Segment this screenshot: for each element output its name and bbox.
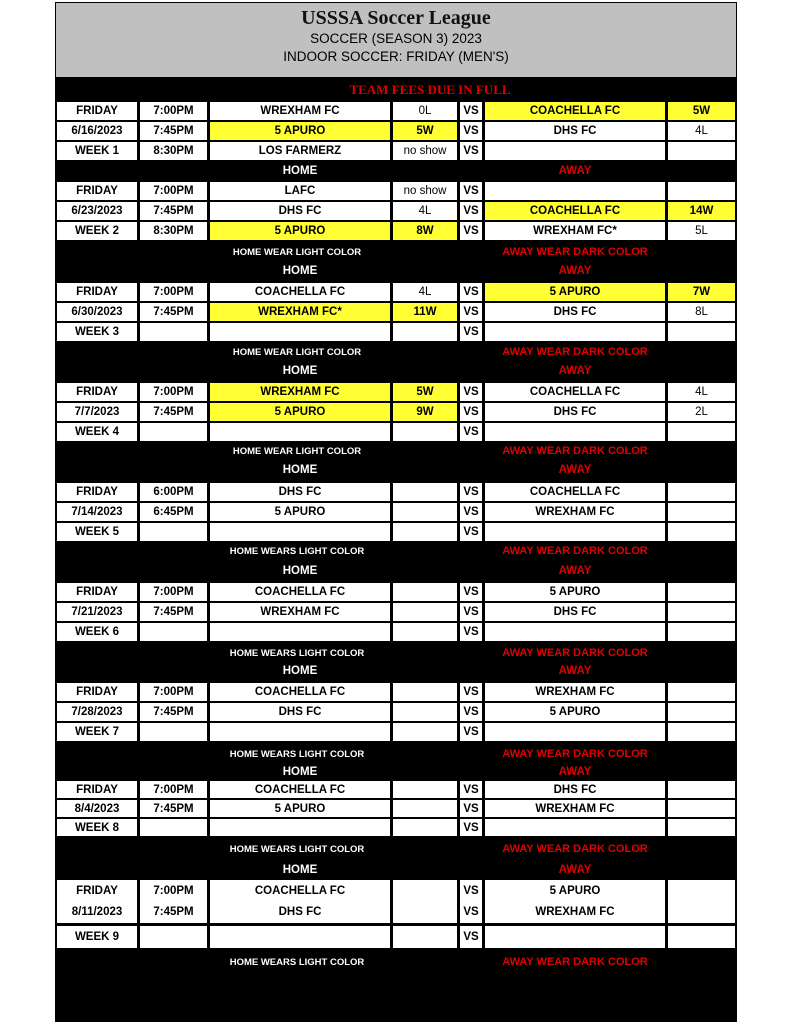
away-score-cell [668,623,735,641]
away-team-cell: COACHELLA FC [485,202,665,220]
away-score-cell [668,703,735,721]
away-score-cell: 5L [668,222,735,240]
day-cell: WEEK 5 [57,523,137,541]
time-cell: 7:45PM [140,403,207,421]
away-wear-note: AWAY WEAR DARK COLOR [502,445,648,457]
away-score-cell [668,819,735,836]
day-cell: WEEK 9 [57,926,137,948]
day-cell: WEEK 3 [57,323,137,341]
away-score-cell [668,323,735,341]
home-wear-note: HOME WEAR LIGHT COLOR [232,445,362,457]
home-score-cell [393,503,457,521]
vs-cell: VS [460,583,482,601]
time-cell: 7:00PM [140,683,207,701]
time-cell: 7:00PM [140,283,207,301]
away-team-cell: 5 APURO [485,703,665,721]
time-cell: 7:00PM [140,583,207,601]
away-wear-note: AWAY WEAR DARK COLOR [502,346,648,358]
day-cell: FRIDAY [57,483,137,501]
home-score-cell: 5W [393,383,457,401]
away-team-cell: COACHELLA FC [485,102,665,120]
home-team-cell [210,926,390,948]
away-score-cell: 5W [668,102,735,120]
home-score-cell [393,583,457,601]
home-team-cell: LAFC [210,182,390,200]
away-column-label: AWAY [558,365,592,377]
home-team-cell: LOS FARMERZ [210,142,390,160]
away-score-cell [668,683,735,701]
home-wear-note: HOME WEAR LIGHT COLOR [232,246,362,258]
home-column-label: HOME [282,265,318,277]
day-cell: FRIDAY [57,583,137,601]
away-team-cell: DHS FC [485,303,665,321]
home-score-cell [393,781,457,798]
day-cell: FRIDAY [57,102,137,120]
day-cell: FRIDAY [57,283,137,301]
home-score-cell: 4L [393,202,457,220]
away-team-cell: WREXHAM FC [485,503,665,521]
home-team-cell [210,819,390,836]
home-team-cell: 5 APURO [210,222,390,240]
home-team-cell: 5 APURO [210,122,390,140]
away-column-label: AWAY [558,265,592,277]
time-cell: 8:30PM [140,142,207,160]
away-score-cell [668,723,735,741]
vs-cell: VS [460,102,482,120]
day-cell: FRIDAY [57,383,137,401]
home-team-cell [210,323,390,341]
away-team-cell [485,623,665,641]
home-score-cell [393,901,457,923]
away-column-label: AWAY [558,766,592,778]
league-title: USSSA Soccer League [301,7,491,29]
home-team-cell: DHS FC [210,483,390,501]
time-cell: 7:45PM [140,901,207,923]
away-column-label: AWAY [558,464,592,476]
day-cell: WEEK 4 [57,423,137,441]
away-team-cell: WREXHAM FC* [485,222,665,240]
away-team-cell [485,423,665,441]
time-cell: 7:45PM [140,303,207,321]
away-team-cell: COACHELLA FC [485,483,665,501]
footer-away-wear-note: AWAY WEAR DARK COLOR [502,956,648,968]
home-team-cell [210,723,390,741]
home-score-cell [393,880,457,902]
home-team-cell: COACHELLA FC [210,880,390,902]
vs-cell: VS [460,303,482,321]
away-team-cell: 5 APURO [485,283,665,301]
away-wear-note: AWAY WEAR DARK COLOR [502,748,648,760]
home-team-cell: WREXHAM FC [210,383,390,401]
vs-cell: VS [460,423,482,441]
away-score-cell: 2L [668,403,735,421]
time-cell: 7:00PM [140,182,207,200]
away-score-cell [668,423,735,441]
day-cell: 8/4/2023 [57,800,137,817]
vs-cell: VS [460,603,482,621]
away-score-cell [668,182,735,200]
vs-cell: VS [460,182,482,200]
home-score-cell: 9W [393,403,457,421]
fees-notice: TEAM FEES DUE IN FULL [349,82,511,97]
home-column-label: HOME [282,464,318,476]
away-score-cell [668,603,735,621]
home-score-cell: 5W [393,122,457,140]
home-score-cell: no show [393,142,457,160]
time-cell: 7:45PM [140,800,207,817]
vs-cell: VS [460,901,482,923]
division-label: INDOOR SOCCER: FRIDAY (MEN'S) [283,49,509,64]
away-column-label: AWAY [558,864,592,876]
home-wear-note: HOME WEARS LIGHT COLOR [229,748,365,760]
home-score-cell: 11W [393,303,457,321]
home-team-cell: WREXHAM FC* [210,303,390,321]
home-column-label: HOME [282,766,318,778]
home-column-label: HOME [282,165,318,177]
time-cell [140,623,207,641]
day-cell: 6/23/2023 [57,202,137,220]
away-team-cell: DHS FC [485,781,665,798]
time-cell [140,323,207,341]
away-column-label: AWAY [558,665,592,677]
time-cell: 7:45PM [140,122,207,140]
away-column-label: AWAY [558,565,592,577]
vs-cell: VS [460,122,482,140]
day-cell: FRIDAY [57,683,137,701]
home-team-cell: 5 APURO [210,800,390,817]
away-score-cell: 8L [668,303,735,321]
day-cell: FRIDAY [57,781,137,798]
home-score-cell [393,926,457,948]
time-cell [140,523,207,541]
vs-cell: VS [460,800,482,817]
home-score-cell: 4L [393,283,457,301]
away-score-cell: 7W [668,283,735,301]
away-team-cell [485,323,665,341]
day-cell: WEEK 6 [57,623,137,641]
time-cell: 8:30PM [140,222,207,240]
away-team-cell [485,142,665,160]
vs-cell: VS [460,142,482,160]
away-wear-note: AWAY WEAR DARK COLOR [502,246,648,258]
vs-cell: VS [460,403,482,421]
day-cell: 6/16/2023 [57,122,137,140]
home-score-cell [393,483,457,501]
day-cell: 7/28/2023 [57,703,137,721]
home-team-cell: DHS FC [210,901,390,923]
home-column-label: HOME [282,365,318,377]
vs-cell: VS [460,703,482,721]
away-team-cell: DHS FC [485,603,665,621]
home-team-cell [210,623,390,641]
away-score-cell [668,901,735,923]
day-cell: WEEK 2 [57,222,137,240]
home-wear-note: HOME WEARS LIGHT COLOR [229,843,365,855]
home-score-cell [393,819,457,836]
home-score-cell: 8W [393,222,457,240]
home-score-cell [393,603,457,621]
away-team-cell: 5 APURO [485,583,665,601]
time-cell: 7:00PM [140,383,207,401]
time-cell: 7:00PM [140,781,207,798]
home-team-cell: COACHELLA FC [210,283,390,301]
home-score-cell [393,703,457,721]
vs-cell: VS [460,323,482,341]
home-column-label: HOME [282,565,318,577]
away-team-cell: COACHELLA FC [485,383,665,401]
away-score-cell [668,926,735,948]
home-wear-note: HOME WEARS LIGHT COLOR [229,545,365,557]
vs-cell: VS [460,202,482,220]
away-score-cell: 14W [668,202,735,220]
home-wear-note: HOME WEARS LIGHT COLOR [229,647,365,659]
day-cell: WEEK 7 [57,723,137,741]
away-team-cell [485,523,665,541]
day-cell: FRIDAY [57,880,137,902]
away-wear-note: AWAY WEAR DARK COLOR [502,647,648,659]
time-cell [140,819,207,836]
vs-cell: VS [460,283,482,301]
home-team-cell: 5 APURO [210,503,390,521]
day-cell: 6/30/2023 [57,303,137,321]
time-cell: 7:00PM [140,880,207,902]
time-cell: 7:45PM [140,202,207,220]
home-score-cell [393,800,457,817]
vs-cell: VS [460,222,482,240]
time-cell [140,926,207,948]
vs-cell: VS [460,819,482,836]
vs-cell: VS [460,880,482,902]
home-team-cell: DHS FC [210,703,390,721]
season-subtitle: SOCCER (SEASON 3) 2023 [310,31,482,46]
away-score-cell [668,781,735,798]
home-team-cell: WREXHAM FC [210,603,390,621]
time-cell [140,723,207,741]
time-cell: 6:00PM [140,483,207,501]
day-cell: 7/7/2023 [57,403,137,421]
vs-cell: VS [460,483,482,501]
page-header [55,2,737,78]
away-team-cell: DHS FC [485,122,665,140]
away-score-cell [668,880,735,902]
away-team-cell: WREXHAM FC [485,683,665,701]
away-team-cell: DHS FC [485,403,665,421]
away-score-cell [668,503,735,521]
away-team-cell: WREXHAM FC [485,901,665,923]
away-team-cell: 5 APURO [485,880,665,902]
day-cell: 7/21/2023 [57,603,137,621]
day-cell: WEEK 8 [57,819,137,836]
vs-cell: VS [460,523,482,541]
away-score-cell: 4L [668,383,735,401]
home-team-cell [210,423,390,441]
vs-cell: VS [460,623,482,641]
day-cell: FRIDAY [57,182,137,200]
home-score-cell [393,323,457,341]
time-cell: 7:45PM [140,603,207,621]
home-team-cell: COACHELLA FC [210,683,390,701]
home-column-label: HOME [282,665,318,677]
away-score-cell [668,142,735,160]
vs-cell: VS [460,683,482,701]
home-score-cell: no show [393,182,457,200]
away-team-cell [485,723,665,741]
away-team-cell: WREXHAM FC [485,800,665,817]
away-score-cell [668,483,735,501]
away-score-cell: 4L [668,122,735,140]
vs-cell: VS [460,723,482,741]
time-cell: 6:45PM [140,503,207,521]
home-team-cell [210,523,390,541]
time-cell: 7:45PM [140,703,207,721]
home-score-cell [393,683,457,701]
time-cell [140,423,207,441]
time-cell: 7:00PM [140,102,207,120]
home-score-cell [393,523,457,541]
home-wear-note: HOME WEAR LIGHT COLOR [232,346,362,358]
away-wear-note: AWAY WEAR DARK COLOR [502,843,648,855]
vs-cell: VS [460,926,482,948]
away-column-label: AWAY [558,165,592,177]
home-team-cell: COACHELLA FC [210,583,390,601]
away-score-cell [668,523,735,541]
home-team-cell: DHS FC [210,202,390,220]
away-team-cell [485,926,665,948]
away-team-cell [485,182,665,200]
home-score-cell [393,723,457,741]
away-score-cell [668,583,735,601]
day-cell: 8/11/2023 [57,901,137,923]
home-score-cell [393,623,457,641]
day-cell: 7/14/2023 [57,503,137,521]
home-score-cell: 0L [393,102,457,120]
home-team-cell: WREXHAM FC [210,102,390,120]
away-wear-note: AWAY WEAR DARK COLOR [502,545,648,557]
vs-cell: VS [460,781,482,798]
away-team-cell [485,819,665,836]
home-column-label: HOME [282,864,318,876]
vs-cell: VS [460,503,482,521]
away-score-cell [668,800,735,817]
home-team-cell: COACHELLA FC [210,781,390,798]
home-team-cell: 5 APURO [210,403,390,421]
footer-home-wear-note: HOME WEARS LIGHT COLOR [229,956,365,968]
vs-cell: VS [460,383,482,401]
day-cell: WEEK 1 [57,142,137,160]
home-score-cell [393,423,457,441]
